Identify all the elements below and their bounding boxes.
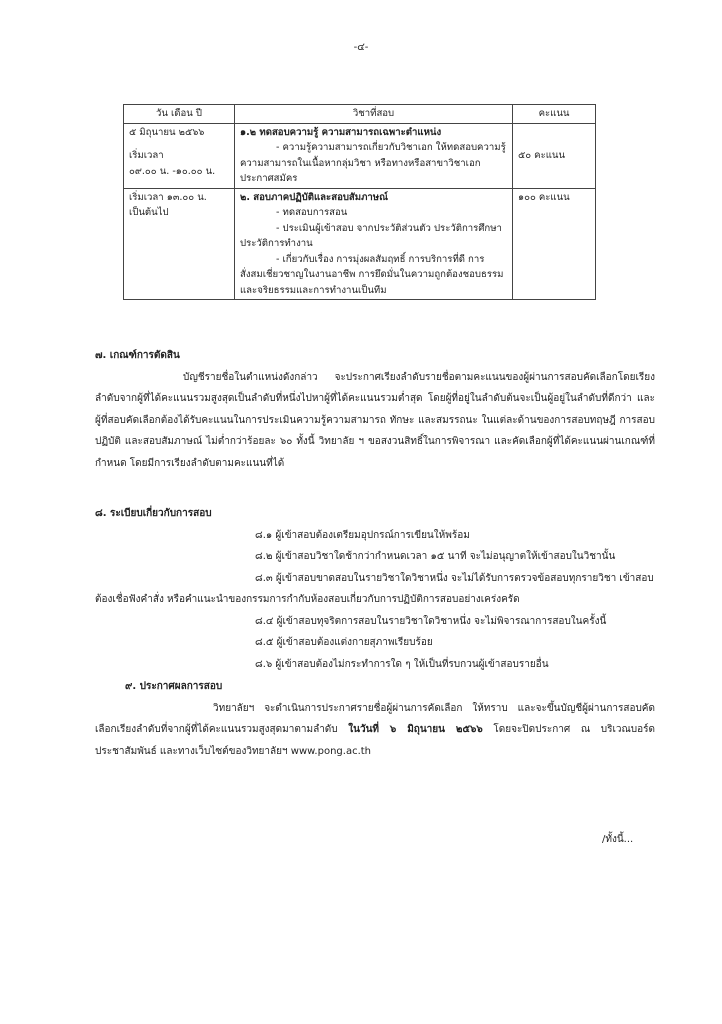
rule-item: ๘.๕ ผู้เข้าสอบต้องแต่งกายสุภาพเรียบร้อย — [255, 637, 433, 648]
score-cell — [513, 188, 596, 300]
subject-item: - เกี่ยวกับเรื่อง การมุ่งผลสัมฤทธิ์ การบริการที่ดี การสั่งสมเชี่ยวชาญในงานอาชีพ การยึดมั่นในความถูกต้องชอบธรรม และจริยธรรมและการทำงานเป็นทีม — [240, 253, 504, 296]
header-date: วัน เดือน ปี — [124, 105, 235, 124]
section-exam-rules — [95, 503, 655, 675]
header-subject: วิชาที่สอบ — [235, 105, 513, 124]
body-text: โดยจะปิดประกาศ ณ บริเวณบอร์ดประชาสัมพันธ์ และทางเว็บไซต์ของวิทยาลัยฯ www.pong.ac.th — [95, 724, 655, 757]
rule-item: ๘.๓ ผู้เข้าสอบขาดสอบในรายวิชาใดวิชาหนึ่ง จะไม่ได้รับการตรวจข้อสอบทุกรายวิชา เข้าสอบต้องเชื่อฟังคำสั่ง หรือคำแนะนำของกรรมการกำกับห้องสอบเกี่ยวกับการปฏิบัติการสอบอย่างเคร่งครัด — [95, 572, 654, 605]
continuation-note: /ทั้งนี้... — [602, 834, 634, 845]
subject-item: - ทดสอบการสอน — [276, 207, 348, 218]
header-score: คะแนน — [513, 105, 596, 124]
section-results — [95, 676, 655, 762]
rule-item: ๘.๖ ผู้เข้าสอบต้องไม่กระทำการใด ๆ ให้เป็นที่รบกวนผู้เข้าสอบรายอื่น — [255, 658, 549, 670]
subject-cell — [235, 123, 513, 188]
date-line: ๕ มิถุนายน ๒๕๖๖ — [129, 126, 205, 138]
subject-item: - ประเมินผู้เข้าสอบ จากประวัติส่วนตัว ประวัติการศึกษา ประวัติการทำงาน — [240, 222, 502, 249]
section-body: บัญชีรายชื่อในตำแหน่งดังกล่าว จะประกาศเรียงลำดับรายชื่อตามคะแนนของผู้ผ่านการสอบคัดเลือกโดยเรียงลำดับจากผู้ที่ได้คะแนนรวมสูงสุดเป็นลำดับที่หนึ่งไปหาผู้ที่ได้คะแนนรวมต่ำสุด โดยผู้ที่อยู่ในลำดับต้นจะเป็นผู้อยู่ในลำดับที่ดีกว่า และผู้ที่สอบคัดเลือกต้องได้รับคะแนนในการประเมินความรู้ความสามารถ ทักษะ และสมรรถนะ ในแต่ละด้านของการสอบทฤษฎี การสอบปฏิบัติ และสอบสัมภาษณ์ ไม่ต่ำกว่าร้อยละ ๖๐ ทั้งนี้ วิทยาลัย ฯ ขอสงวนสิทธิ์ในการพิจารณา และคัดเลือกผู้ที่ได้คะแนนผ่านเกณฑ์ที่กำหนด โดยมีการเรียงลำดับตามคะแนนที่ได้ — [95, 371, 655, 469]
date-cell — [124, 188, 235, 300]
body-text: วิทยาลัยฯ จะดำเนินการประกาศรายชื่อผู้ผ่านการคัดเลือก ให้ทราบ และจะขึ้นบัญชีผู้ผ่านการสอบคัดเลือกเรียงลำดับที่จากผู้ที่ได้คะแนนรวมสูงสุดมาตามลำดับ — [95, 702, 655, 735]
table-row — [124, 123, 596, 188]
announce-date: ในวันที่ ๖ มิถุนายน ๒๕๖๖ — [348, 724, 483, 735]
rule-item: ๘.๑ ผู้เข้าสอบต้องเตรียมอุปกรณ์การเขียนให้พร้อม — [255, 529, 470, 541]
subject-title: ๒. สอบภาคปฏิบัติและสอบสัมภาษณ์ — [240, 191, 389, 203]
section-heading: ๗. เกณฑ์การตัดสิน — [95, 350, 180, 361]
subject-item: - ความรู้ความสามารถเกี่ยวกับวิชาเอก ให้ทดสอบความรู้ ความสามารถในเนื้อหากลุ่มวิชา หรือทางหรือสาขาวิชาเอก ประกาศสมัคร — [240, 142, 506, 184]
page-number: -๔- — [353, 42, 369, 53]
score-value: ๕๐ คะแนน — [518, 149, 566, 161]
table-header-row — [124, 105, 596, 124]
rule-item: ๘.๔ ผู้เข้าสอบทุจริตการสอบในรายวิชาใดวิชาหนึ่ง จะไม่พิจารณาการสอบในครั้งนี้ — [255, 615, 607, 627]
section-criteria — [95, 345, 655, 474]
subject-title: ๑.๒ ทดสอบความรู้ ความสามารถเฉพาะตำแหน่ง — [240, 126, 442, 138]
section-body — [95, 698, 655, 763]
date-line: เริ่มเวลา — [129, 150, 164, 161]
section-heading: ๙. ประกาศผลการสอบ — [125, 681, 223, 692]
table-row — [124, 188, 596, 300]
section-heading: ๘. ระเบียบเกี่ยวกับการสอบ — [95, 508, 212, 519]
score-value: ๑๐๐ คะแนน — [518, 191, 570, 203]
date-line: ๐๙.๐๐ น. -๑๐.๐๐ น. — [129, 165, 216, 177]
date-line: เป็นต้นไป — [129, 207, 169, 218]
exam-schedule-table — [123, 104, 596, 300]
rule-item: ๘.๒ ผู้เข้าสอบวิชาใดช้ากว่ากำหนดเวลา ๑๕ นาที จะไม่อนุญาตให้เข้าสอบในวิชานั้น — [255, 551, 616, 562]
subject-cell — [235, 188, 513, 300]
date-cell — [124, 123, 235, 188]
score-cell — [513, 123, 596, 188]
date-line: เริ่มเวลา ๑๓.๐๐ น. — [129, 191, 207, 203]
